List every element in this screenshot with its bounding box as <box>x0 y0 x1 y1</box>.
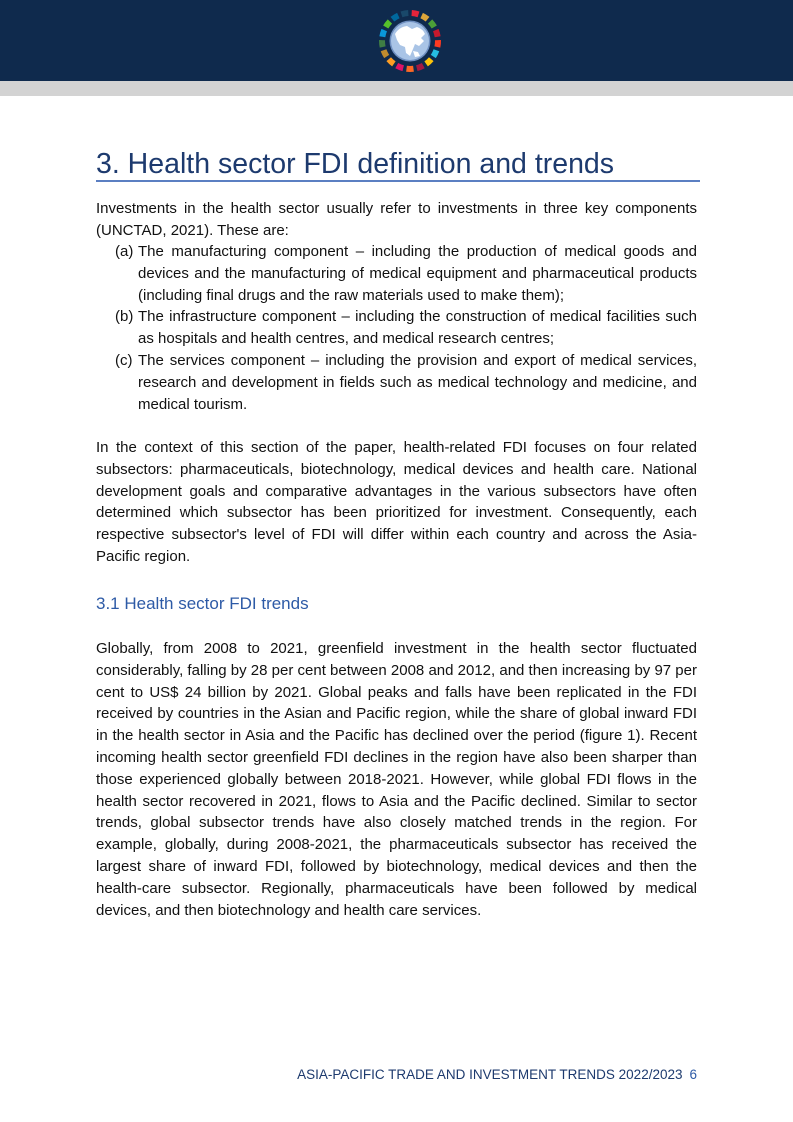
sdg-wheel-segment <box>401 10 409 17</box>
title-underline <box>96 180 700 182</box>
sdg-wheel-segment <box>406 66 414 72</box>
list-item <box>96 241 697 306</box>
subsection-heading: 3.1 Health sector FDI trends <box>96 594 309 613</box>
list-item-text: The services component – including the provision and export of medical services, research and development in fields such as medical technology and medicine, and medical tourism. <box>138 351 697 413</box>
list-item <box>96 306 697 350</box>
sdg-wheel-segment <box>420 13 429 22</box>
sdg-wheel-segment <box>379 29 387 37</box>
sdg-wheel-segment <box>416 63 425 71</box>
header-stripe <box>0 81 793 96</box>
sdg-wheel-segment <box>434 40 441 48</box>
sdg-wheel-segment <box>431 49 439 58</box>
header-bar <box>0 0 793 81</box>
page-number: 6 <box>689 1067 697 1082</box>
sdg-wheel-segment <box>433 29 441 37</box>
sdg-wheel-segment <box>381 49 389 58</box>
page-title: 3. Health sector FDI definition and trends <box>96 148 615 180</box>
list-marker: (b) <box>115 308 134 326</box>
sdg-wheel-segment <box>395 63 404 71</box>
sdg-wheel-segment <box>424 57 433 66</box>
context-paragraph: In the context of this section of the paper, health-related FDI focuses on four related subsectors: pharmaceuticals, biotechnology, medical devices and health care. National development goals and comparative advantages in the various subsectors have often determined which subsector has been prioritized for investment. Consequently, each respective subsector's level of FDI will differ within each country and across the Asia-Pacific region. <box>96 439 697 565</box>
sdg-wheel-segment <box>386 57 395 66</box>
list-marker: (c) <box>115 351 133 369</box>
sdg-wheel-segment <box>428 19 437 28</box>
sdg-wheel-segment <box>391 13 400 22</box>
footer-publication-title: ASIA-PACIFIC TRADE AND INVESTMENT TRENDS 2022/2023 <box>297 1067 683 1082</box>
list-item-text: The manufacturing component – including the production of medical goods and devices and the manufacturing of medical equipment and pharmaceutical products (including final drugs and the raw materials used to make them); <box>138 243 697 304</box>
list-marker: (a) <box>115 243 134 260</box>
trends-paragraph: Globally, from 2008 to 2021, greenfield investment in the health sector fluctuated considerably, falling by 28 per cent between 2008 and 2012, and then increasing by 97 per cent to US$ 24 billion by 2021. Global peaks and falls have been replicated in the FDI received by countries in the Asian and Pacific region, while the share of global inward FDI in the health sector in Asia and the Pacific has declined over the period (figure 1). Recent incoming health sector greenfield FDI declines in the region have also been sharper than those experienced globally between 2018-2021. However, while global FDI flows in the health sector recovered in 2021, flows to Asia and the Pacific declined. Similar to sector trends, global subsector trends have also closely matched trends in the region. For example, globally, during 2008-2021, the pharmaceuticals subsector has received the largest share of inward FDI, followed by biotechnology, medical devices and then the health-care subsector. Regionally, pharmaceuticals have been followed by medical devices, and then biotechnology and health care services. <box>96 640 697 919</box>
list-item-text: The infrastructure component – including the construction of medical facilities such as hospitals and health centres, and medical research centres; <box>138 308 697 348</box>
intro-paragraph: Investments in the health sector usually refer to investments in three key components (UNCTAD, 2021). These are: <box>96 200 697 239</box>
components-list <box>96 241 697 415</box>
globe-sdg-wheel-icon <box>377 8 443 74</box>
sdg-wheel-segment <box>412 10 420 17</box>
sdg-wheel-segment <box>383 19 392 28</box>
page-footer <box>297 1066 697 1084</box>
sdg-wheel-segment <box>379 40 386 48</box>
list-item <box>96 350 697 415</box>
